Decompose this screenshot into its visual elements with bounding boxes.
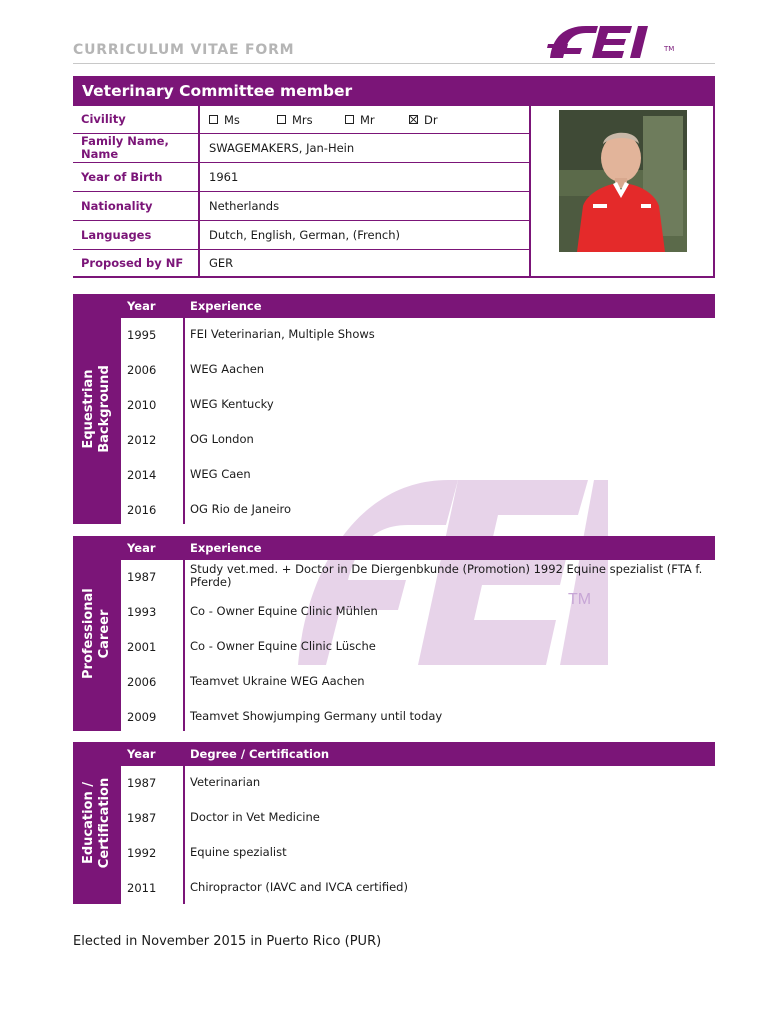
row-desc: Teamvet Ukraine WEG Aachen [190, 674, 365, 688]
education-col-year: Year [127, 747, 156, 761]
row-year: 2009 [127, 710, 157, 724]
table-row [121, 871, 715, 906]
equestrian-header [121, 294, 715, 318]
row-year: 2011 [127, 881, 157, 895]
row-desc: WEG Aachen [190, 362, 265, 376]
row-year: 2012 [127, 433, 157, 447]
row-year: 1992 [127, 846, 157, 860]
equestrian-col-year: Year [127, 299, 156, 313]
civility-row [73, 106, 531, 134]
row-desc: FEI Veterinarian, Multiple Shows [190, 327, 375, 341]
header-divider [73, 63, 715, 64]
proposed-by-value: GER [200, 250, 531, 276]
nationality-value: Netherlands [200, 192, 531, 221]
civility-option-mrs[interactable] [277, 113, 313, 127]
row-desc: Equine spezialist [190, 845, 287, 859]
row-year: 2001 [127, 640, 157, 654]
row-desc: Co - Owner Equine Clinic Lüsche [190, 639, 376, 653]
table-row [121, 665, 715, 700]
row-desc: Veterinarian [190, 775, 261, 789]
row-desc: Study vet.med. + Doctor in De Diergenbkunde (Promotion) 1992 Equine spezialist (FTA f. Pferde) [190, 562, 703, 589]
professional-side-label: Professional Career [81, 587, 112, 679]
row-year: 1993 [127, 605, 157, 619]
equestrian-list [121, 318, 715, 524]
name-label: Family Name, Name [73, 134, 200, 163]
civility-dr-label: Dr [424, 112, 438, 127]
row-year: 1995 [127, 328, 157, 342]
table-row [121, 836, 715, 871]
fei-logo [542, 18, 682, 62]
education-list [121, 766, 715, 904]
civility-option-ms[interactable] [209, 113, 240, 127]
form-title: CURRICULUM VITAE FORM [73, 42, 295, 58]
proposed-by-row [73, 250, 531, 276]
row-year: 2006 [127, 675, 157, 689]
table-row [121, 493, 715, 528]
row-year: 2016 [127, 503, 157, 517]
professional-side-tab [73, 536, 121, 731]
birth-year-label: Year of Birth [73, 163, 200, 192]
table-row [121, 801, 715, 836]
row-desc: Teamvet Showjumping Germany until today [190, 709, 443, 723]
birth-year-row [73, 163, 531, 192]
table-row [121, 353, 715, 388]
row-desc: WEG Kentucky [190, 397, 274, 411]
name-value: SWAGEMAKERS, Jan-Hein [200, 134, 531, 163]
civility-label: Civility [73, 106, 200, 134]
civility-ms-label: Ms [224, 112, 240, 127]
personal-info-table [73, 106, 715, 278]
row-year: 1987 [127, 570, 157, 584]
person-photo [533, 106, 713, 276]
name-row [73, 134, 531, 163]
table-row [121, 388, 715, 423]
row-desc: OG Rio de Janeiro [190, 502, 292, 516]
civility-options [200, 106, 531, 134]
watermark-tm: TM [568, 591, 592, 608]
table-row [121, 630, 715, 665]
row-year: 1987 [127, 811, 157, 825]
languages-row [73, 221, 531, 250]
row-desc: Co - Owner Equine Clinic Mühlen [190, 604, 378, 618]
table-row [121, 318, 715, 353]
education-side-label: Education / Certification [81, 777, 113, 869]
education-side-tab [73, 742, 121, 904]
logo-tm: TM [664, 45, 675, 53]
civility-mrs-label: Mrs [292, 112, 313, 127]
checkbox-ms[interactable] [209, 115, 218, 124]
birth-year-value: 1961 [200, 163, 531, 192]
table-row [121, 700, 715, 735]
languages-value: Dutch, English, German, (French) [200, 221, 531, 250]
row-desc: Doctor in Vet Medicine [190, 810, 320, 824]
equestrian-col-experience: Experience [190, 299, 262, 313]
professional-col-experience: Experience [190, 541, 262, 555]
equestrian-side-tab [73, 294, 121, 524]
civility-option-dr[interactable] [409, 113, 438, 127]
languages-label: Languages [73, 221, 200, 250]
nationality-row [73, 192, 531, 221]
row-year: 1987 [127, 776, 157, 790]
equestrian-side-label: Equestrian Background [81, 365, 112, 453]
professional-header [121, 536, 715, 560]
checkbox-dr[interactable] [409, 115, 418, 124]
row-desc: WEG Caen [190, 467, 251, 481]
table-row [121, 766, 715, 801]
row-year: 2010 [127, 398, 157, 412]
row-desc: Chiropractor (IAVC and IVCA certified) [190, 880, 408, 894]
civility-mr-label: Mr [360, 112, 375, 127]
education-header [121, 742, 715, 766]
election-note: Elected in November 2015 in Puerto Rico (PUR) [73, 934, 382, 949]
checkbox-mrs[interactable] [277, 115, 286, 124]
table-row [121, 595, 715, 630]
table-row [121, 458, 715, 493]
row-year: 2006 [127, 363, 157, 377]
professional-list [121, 560, 715, 731]
education-col-degree: Degree / Certification [190, 747, 330, 761]
checkbox-mr[interactable] [345, 115, 354, 124]
nationality-label: Nationality [73, 192, 200, 221]
proposed-by-label: Proposed by NF [73, 250, 200, 276]
civility-option-mr[interactable] [345, 113, 375, 127]
professional-col-year: Year [127, 541, 156, 555]
row-year: 2014 [127, 468, 157, 482]
table-row [121, 423, 715, 458]
row-desc: OG London [190, 432, 254, 446]
committee-title: Veterinary Committee member [73, 76, 715, 106]
table-row [121, 560, 715, 595]
